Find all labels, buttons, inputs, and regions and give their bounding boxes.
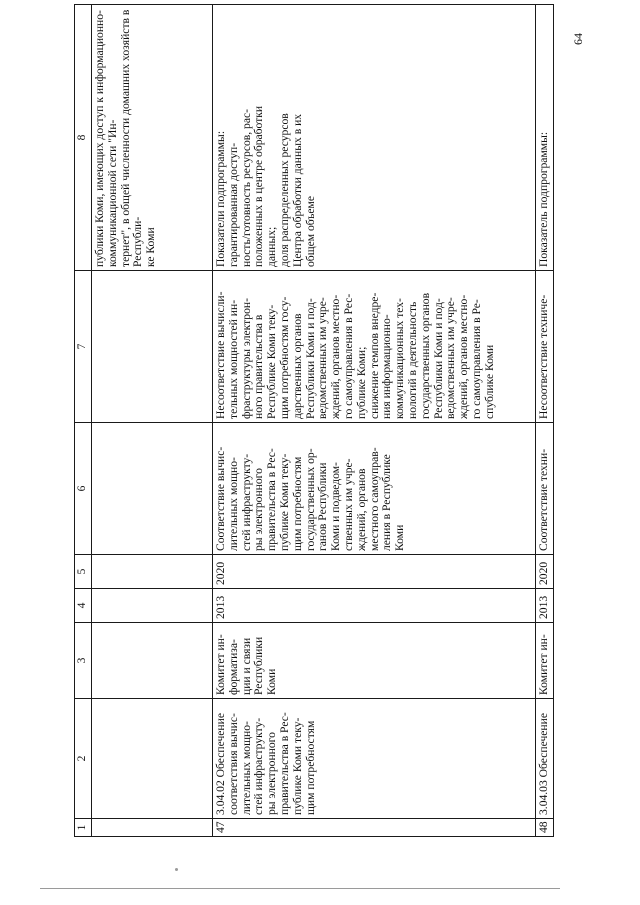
cell-expected-result: Соответствие вычис- лительных мощно- стей инфраструкту- ры электронного правительства в Рес- публике Коми теку- щим потребностям государственных ор- ганов Республики Коми и подведом- ственных им учре- ждений, органов местного самоуправ- ления в Республике Коми [213,423,536,555]
col-header-5: 5 [75,555,92,589]
col-header-8: 8 [75,5,92,271]
cell-measure [92,699,213,819]
cell-consequences: Несоответствие техниче- [536,271,554,423]
cell-indicators: Показатель подпрограммы: [536,5,554,271]
col-header-7: 7 [75,271,92,423]
program-table [74,4,554,837]
cell-start-year: 2013 [536,589,554,623]
cell-consequences: Несоответствие вычисли- тельных мощностей ин- фраструктуры электрон- ного правительства в Республике Коми теку- щим потребностям госу- дарственных органов Республики Коми и под- ведомственных им учре- ждений, органов местно- го самоуправления в Рес- публике Коми; снижение темпов внедре- ния информационно- коммуникационных тех- нологий в деятельность государственных органов Республики Коми и под- ведомственных им учре- ждений, органов местно- го самоуправления в Ре- спублике Коми [213,271,536,423]
cell-number: 47 [213,819,536,837]
col-header-3: 3 [75,623,92,699]
table-row-continuation [92,5,213,837]
cell-start-year [92,589,213,623]
cell-executor: Комитет ин- форматиза- ции и связи Республики Коми [213,623,536,699]
cell-end-year: 2020 [536,555,554,589]
cell-end-year: 2020 [213,555,536,589]
col-header-2: 2 [75,699,92,819]
page-number: 64 [571,33,585,45]
header-row [75,5,92,837]
cell-start-year: 2013 [213,589,536,623]
table-row-48 [536,5,554,837]
rotated-page [50,3,590,843]
cell-measure: 3.04.03 Обеспечение [536,699,554,819]
cell-indicators: Показатели подпрограммы: гарантированная доступ- ность/готовность ресурсов, рас- положенных в центре обработки данных; доля распределенных ресурсов Центра обработки данных в их общем объеме [213,5,536,271]
cell-measure: 3.04.02 Обеспечение соответствия вычис- лительных мощно- стей инфраструкту- ры электронного правительства в Рес- публике Коми теку- щим потребностям [213,699,536,819]
scan-artifact-line [175,868,178,871]
cell-number: 48 [536,819,554,837]
cell-end-year [92,555,213,589]
cell-executor: Комитет ин- [536,623,554,699]
col-header-6: 6 [75,423,92,555]
cell-indicators: публики Коми, имеющих доступ к информационно- коммуникационной сети "Ин- тернет", в общей численности домашних хозяйств в Республи- ке Коми [92,5,213,271]
cell-number [92,819,213,837]
col-header-1: 1 [75,819,92,837]
col-header-4: 4 [75,589,92,623]
table-row-47 [213,5,536,837]
scan-artifact-line [40,888,560,889]
cell-expected-result: Соответствие техни- [536,423,554,555]
cell-consequences [92,271,213,423]
cell-expected-result [92,423,213,555]
cell-executor [92,623,213,699]
